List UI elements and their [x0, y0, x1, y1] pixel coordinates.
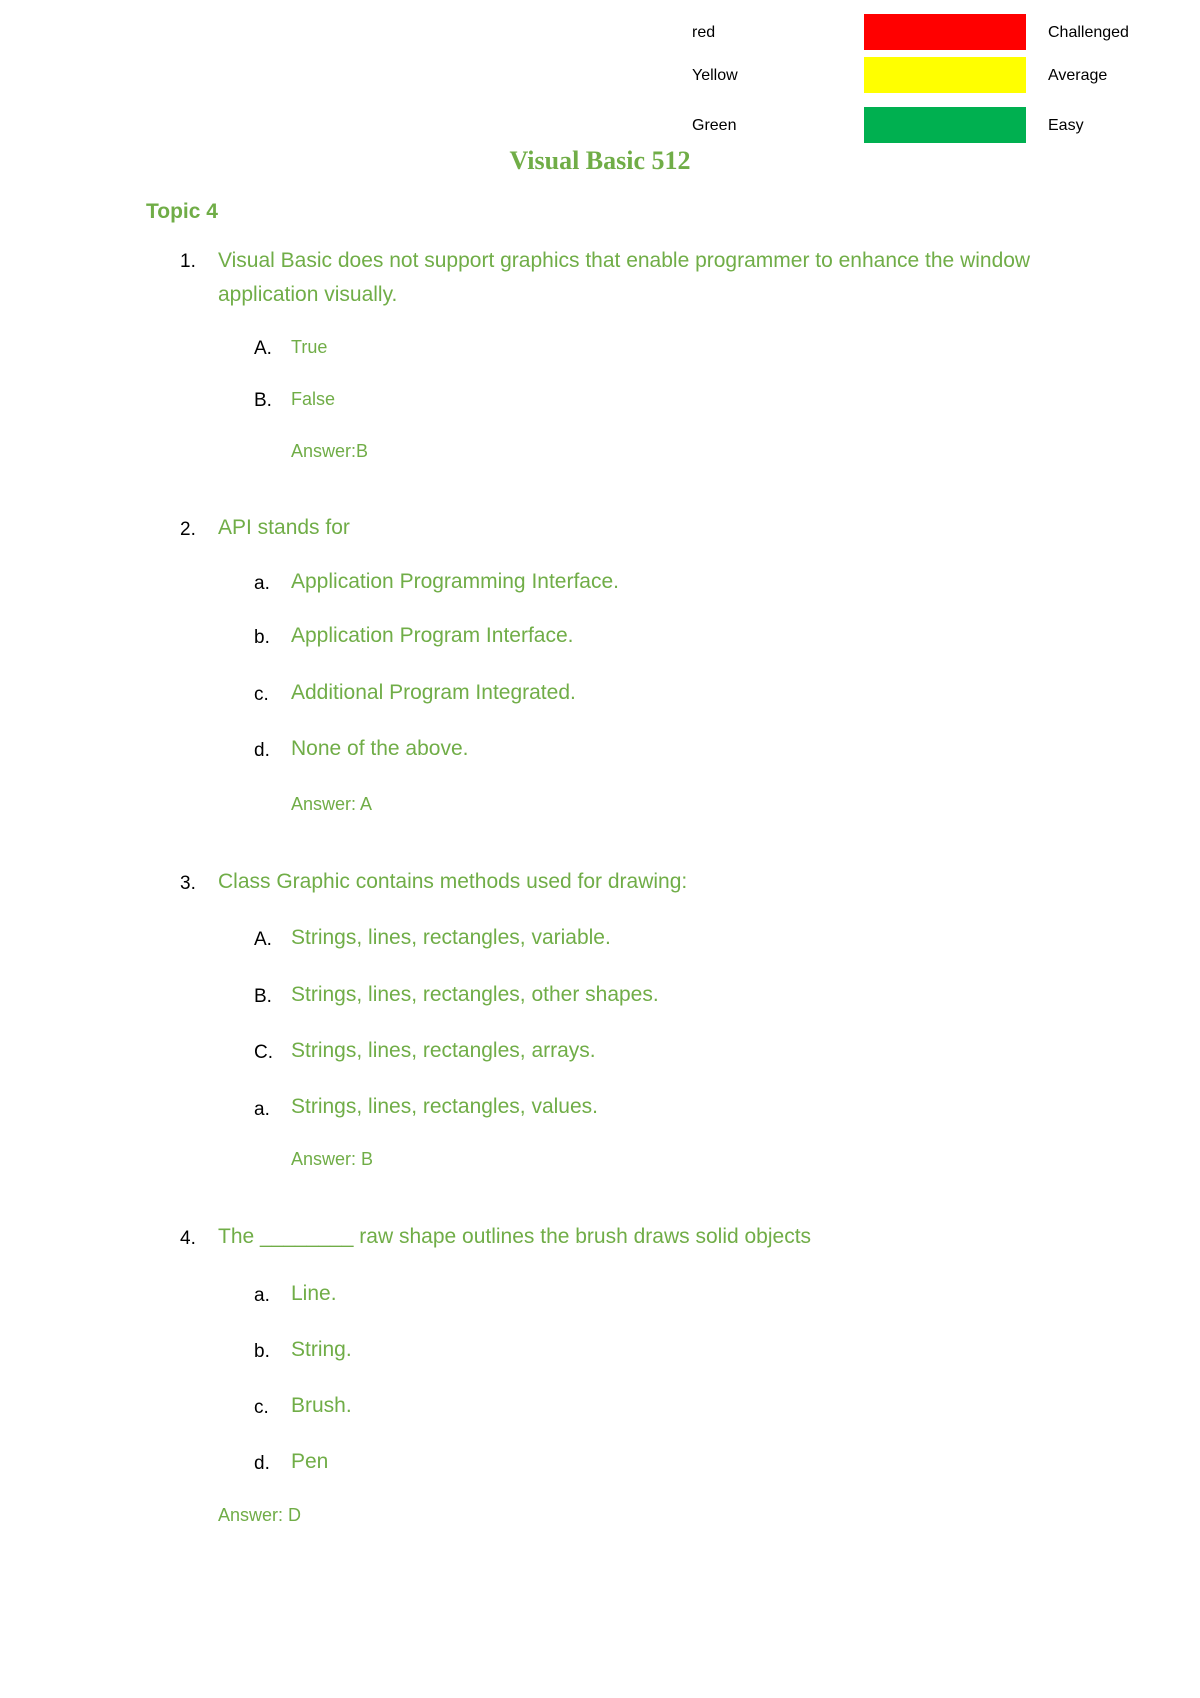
option-letter: A. — [254, 929, 272, 950]
option-letter: b. — [254, 627, 270, 648]
option-letter: c. — [254, 1397, 269, 1418]
legend-label: Green — [692, 117, 737, 134]
option-letter: a. — [254, 1285, 270, 1306]
option-text: False — [291, 389, 336, 409]
legend-label: red — [692, 24, 716, 41]
answer-text: Answer: D — [218, 1505, 302, 1525]
option-letter: d. — [254, 1453, 270, 1474]
legend-swatch-yellow — [864, 57, 1026, 93]
option-text: Additional Program Integrated. — [291, 681, 576, 704]
question-number: 3. — [180, 873, 196, 894]
option-text: Brush. — [291, 1394, 352, 1417]
option-text: Strings, lines, rectangles, other shapes. — [291, 983, 659, 1006]
answer-text: Answer: B — [291, 1149, 374, 1169]
legend-swatch-red — [864, 14, 1026, 50]
option-letter: B. — [254, 986, 272, 1007]
option-letter: C. — [254, 1042, 273, 1063]
legend-swatch-green — [864, 107, 1026, 143]
option-text: Application Programming Interface. — [291, 570, 619, 593]
question-text: Class Graphic contains methods used for drawing: — [218, 870, 688, 893]
option-text: Strings, lines, rectangles, variable. — [291, 926, 611, 949]
question-text: The ________ raw shape outlines the brush draws solid objects — [218, 1225, 812, 1248]
option-text: Line. — [291, 1282, 337, 1305]
option-letter: a. — [254, 573, 270, 594]
option-text: True — [291, 337, 328, 357]
option-text: None of the above. — [291, 737, 469, 760]
option-text: Pen — [291, 1450, 329, 1473]
document-title: Visual Basic 512 — [509, 146, 691, 175]
legend-desc: Average — [1048, 67, 1108, 84]
question-number: 4. — [180, 1228, 196, 1249]
option-text: Application Program Interface. — [291, 624, 574, 647]
option-letter: b. — [254, 1341, 270, 1362]
legend-desc: Challenged — [1048, 24, 1129, 41]
option-letter: d. — [254, 740, 270, 761]
legend-row-red — [0, 14, 1200, 54]
question-text: API stands for — [218, 516, 350, 539]
option-text: Strings, lines, rectangles, arrays. — [291, 1039, 596, 1062]
question-number: 2. — [180, 519, 196, 540]
option-letter: c. — [254, 684, 269, 705]
legend-desc: Easy — [1048, 117, 1084, 134]
legend-row-yellow — [0, 57, 1200, 97]
question-number: 1. — [180, 251, 196, 272]
option-letter: B. — [254, 390, 272, 411]
topic-heading: Topic 4 — [146, 200, 218, 223]
option-letter: A. — [254, 338, 272, 359]
option-text: Strings, lines, rectangles, values. — [291, 1095, 598, 1118]
answer-text: Answer:B — [291, 441, 369, 461]
legend-label: Yellow — [692, 67, 738, 84]
answer-text: Answer: A — [291, 794, 373, 814]
option-text: String. — [291, 1338, 352, 1361]
legend-row-green — [0, 107, 1200, 147]
option-letter: a. — [254, 1099, 270, 1120]
question-text: Visual Basic does not support graphics that enable programmer to enhance the window application visually. — [218, 249, 1031, 306]
